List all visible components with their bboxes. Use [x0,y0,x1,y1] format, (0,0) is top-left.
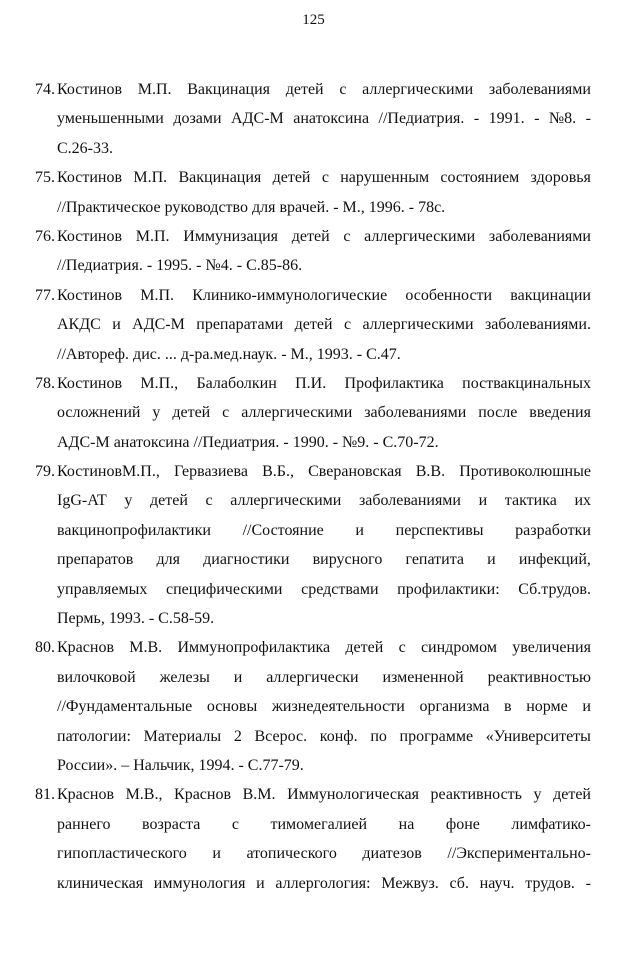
reference-number: 80. [35,639,55,657]
reference-line: вакцинопрофилактики //Состояние и перспективы разработки [57,521,591,539]
reference-line: Краснов М.В. Иммунопрофилактика детей с синдромом увеличения [57,639,591,657]
reference-line: гипопластического и атопического диатезов //Экспериментально- [57,845,591,863]
reference-number: 78. [35,374,55,392]
reference-line: КостиновМ.П., Гервазиева В.Б., Сверановская В.В. Противоколюшные [57,463,591,481]
reference-line: осложнений у детей с аллергическими заболеваниями после введения [57,404,591,422]
reference-line: Краснов М.В., Краснов В.М. Иммунологическая реактивность у детей [57,786,591,804]
reference-line: вилочковой железы и аллергически измененной реактивностью [57,668,591,686]
reference-number: 81. [35,786,55,804]
reference-item [35,633,591,780]
reference-line: //Фундаментальные основы жизнедеятельности организма в норме и [57,698,591,716]
reference-item [35,281,591,369]
reference-line: С.26-33. [57,139,113,157]
reference-line: раннего возраста с тимомегалией на фоне лимфатико- [57,815,591,833]
reference-line: АКДС и АДС-М препаратами детей с аллергическими заболеваниями. [57,316,591,334]
reference-number: 75. [35,169,55,187]
reference-line: Костинов М.П. Вакцинация детей с нарушенным состоянием здоровья [57,169,591,187]
reference-item [35,163,591,222]
reference-line: IgG-AT у детей с аллергическими заболеваниями и тактика их [57,492,591,510]
reference-line: управляемых специфическими средствами профилактики: Сб.трудов. [57,580,591,598]
reference-item [35,75,591,163]
reference-line: уменьшенными дозами АДС-М анатоксина //Педиатрия. - 1991. - №8. - [57,110,591,128]
reference-line: Пермь, 1993. - С.58-59. [57,610,215,628]
reference-number: 77. [35,286,55,304]
reference-line: Костинов М.П. Вакцинация детей с аллергическими заболеваниями [57,81,591,98]
reference-line: препаратов для диагностики вирусного гепатита и инфекций, [57,551,591,569]
page-number: 125 [302,12,325,28]
reference-line: патологии: Материалы 2 Всерос. конф. по программе «Университеты [57,727,591,745]
reference-number: 79. [35,463,55,481]
reference-item [35,457,591,633]
reference-item [35,780,591,898]
reference-number: 74. [35,81,55,98]
reference-item [35,369,591,457]
reference-line: АДС-М анатоксина //Педиатрия. - 1990. - №9. - С.70-72. [57,433,439,451]
reference-line: //Автореф. дис. ... д-ра.мед.наук. - М., 1993. - С.47. [57,345,401,363]
reference-list [35,75,591,898]
reference-line: Костинов М.П. Иммунизация детей с аллергическими заболеваниями [57,227,591,245]
reference-line: России». – Нальчик, 1994. - С.77-79. [57,756,304,774]
reference-line: Костинов М.П., Балаболкин П.И. Профилактика поствакцинальных [57,374,591,392]
reference-number: 76. [35,227,55,245]
reference-line: //Педиатрия. - 1995. - №4. - С.85-86. [57,257,303,275]
reference-item [35,222,591,281]
reference-line: //Практическое руководство для врачей. - М., 1996. - 78с. [57,198,446,216]
reference-line: Костинов М.П. Клинико-иммунологические особенности вакцинации [57,286,591,304]
reference-line: клиническая иммунология и аллергология: Межвуз. сб. науч. трудов. - [57,874,591,892]
